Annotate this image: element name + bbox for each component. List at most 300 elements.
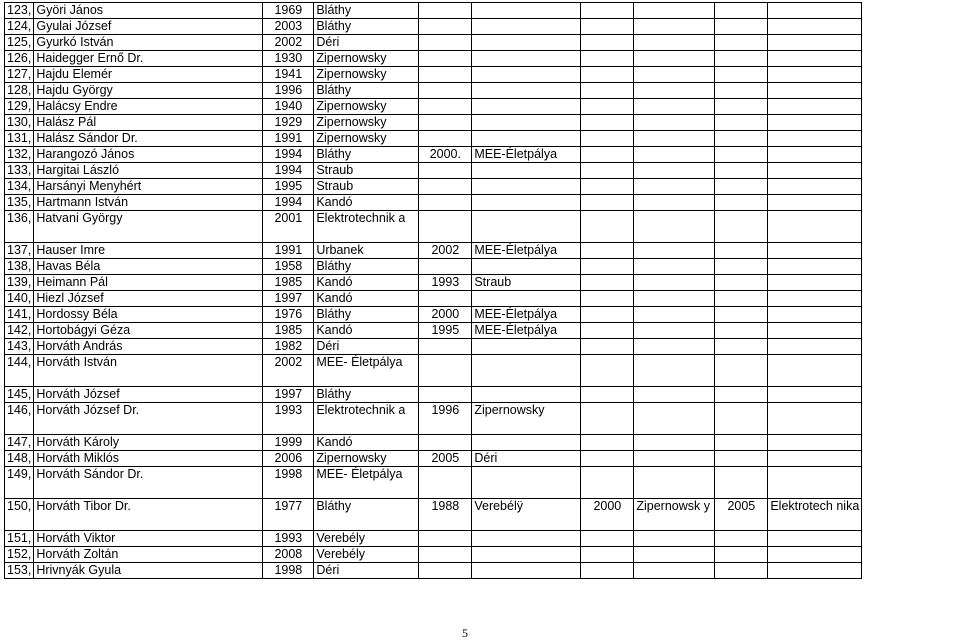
- cell-name: Horváth Zoltán: [34, 547, 263, 563]
- table-row: [5, 131, 862, 147]
- cell-award4: [768, 163, 862, 179]
- table-row: [5, 355, 862, 387]
- table-row: [5, 195, 862, 211]
- cell-award3: [634, 531, 715, 547]
- cell-num: 151,: [5, 531, 34, 547]
- cell-year2: 1988: [419, 499, 472, 531]
- cell-award4: [768, 435, 862, 451]
- cell-year3: [581, 179, 634, 195]
- cell-award4: Elektrotech nika: [768, 499, 862, 531]
- cell-name: Hordossy Béla: [34, 307, 263, 323]
- cell-award3: [634, 131, 715, 147]
- cell-award2: [472, 19, 581, 35]
- cell-year4: [715, 83, 768, 99]
- cell-award3: [634, 323, 715, 339]
- cell-year4: [715, 243, 768, 259]
- cell-year3: [581, 323, 634, 339]
- cell-year: 1985: [263, 275, 314, 291]
- cell-award4: [768, 275, 862, 291]
- cell-year2: [419, 51, 472, 67]
- cell-year: 1969: [263, 3, 314, 19]
- cell-award3: [634, 387, 715, 403]
- cell-year3: [581, 451, 634, 467]
- cell-award4: [768, 355, 862, 387]
- cell-year4: [715, 403, 768, 435]
- cell-year2: [419, 259, 472, 275]
- cell-award2: [472, 211, 581, 243]
- cell-year: 1998: [263, 467, 314, 499]
- table-row: [5, 531, 862, 547]
- cell-num: 130,: [5, 115, 34, 131]
- cell-year2: 2000.: [419, 147, 472, 163]
- cell-year4: [715, 355, 768, 387]
- cell-award: Bláthy: [314, 83, 419, 99]
- cell-award4: [768, 563, 862, 579]
- cell-name: Horváth András: [34, 339, 263, 355]
- cell-year3: [581, 83, 634, 99]
- cell-award4: [768, 323, 862, 339]
- cell-year: 1929: [263, 115, 314, 131]
- cell-award4: [768, 19, 862, 35]
- cell-year3: [581, 403, 634, 435]
- cell-num: 153,: [5, 563, 34, 579]
- cell-award2: [472, 35, 581, 51]
- cell-award: Verebély: [314, 547, 419, 563]
- cell-year: 1997: [263, 387, 314, 403]
- cell-num: 132,: [5, 147, 34, 163]
- cell-year: 1996: [263, 83, 314, 99]
- page-number: 5: [462, 626, 468, 640]
- cell-award4: [768, 291, 862, 307]
- cell-num: 139,: [5, 275, 34, 291]
- cell-year3: [581, 339, 634, 355]
- cell-name: Hatvani György: [34, 211, 263, 243]
- cell-year4: [715, 323, 768, 339]
- cell-year3: 2000: [581, 499, 634, 531]
- cell-year3: [581, 307, 634, 323]
- cell-award: Déri: [314, 35, 419, 51]
- cell-year4: [715, 99, 768, 115]
- cell-award2: [472, 115, 581, 131]
- cell-year: 1993: [263, 531, 314, 547]
- cell-name: Haidegger Ernő Dr.: [34, 51, 263, 67]
- table-row: [5, 83, 862, 99]
- table-row: [5, 243, 862, 259]
- cell-award2: MEE-Életpálya: [472, 307, 581, 323]
- cell-year3: [581, 531, 634, 547]
- table-row: [5, 291, 862, 307]
- cell-award: MEE- Életpálya: [314, 355, 419, 387]
- table-row: [5, 467, 862, 499]
- cell-year3: [581, 3, 634, 19]
- table-row: [5, 3, 862, 19]
- cell-num: 137,: [5, 243, 34, 259]
- cell-award: Zipernowsky: [314, 99, 419, 115]
- cell-award: Bláthy: [314, 3, 419, 19]
- cell-award2: Zipernowsky: [472, 403, 581, 435]
- cell-year2: 1996: [419, 403, 472, 435]
- cell-name: Hargitai László: [34, 163, 263, 179]
- cell-award3: [634, 275, 715, 291]
- cell-num: 133,: [5, 163, 34, 179]
- cell-name: Gyulai József: [34, 19, 263, 35]
- cell-year3: [581, 163, 634, 179]
- cell-year4: [715, 307, 768, 323]
- cell-name: Halász Pál: [34, 115, 263, 131]
- cell-year2: [419, 467, 472, 499]
- table-row: [5, 163, 862, 179]
- cell-award3: [634, 211, 715, 243]
- cell-name: Hortobágyi Géza: [34, 323, 263, 339]
- cell-year2: [419, 115, 472, 131]
- cell-award: Bláthy: [314, 19, 419, 35]
- cell-award2: [472, 339, 581, 355]
- cell-year2: [419, 355, 472, 387]
- cell-year4: [715, 275, 768, 291]
- cell-year2: [419, 3, 472, 19]
- cell-award3: [634, 195, 715, 211]
- cell-award2: [472, 467, 581, 499]
- cell-year4: [715, 387, 768, 403]
- cell-award2: [472, 531, 581, 547]
- cell-award: Kandó: [314, 291, 419, 307]
- cell-award2: [472, 83, 581, 99]
- cell-award4: [768, 51, 862, 67]
- cell-name: Györi János: [34, 3, 263, 19]
- cell-award2: [472, 387, 581, 403]
- cell-year4: [715, 35, 768, 51]
- cell-award3: [634, 147, 715, 163]
- cell-year2: [419, 547, 472, 563]
- cell-num: 131,: [5, 131, 34, 147]
- cell-award: Kandó: [314, 323, 419, 339]
- cell-num: 136,: [5, 211, 34, 243]
- cell-year3: [581, 275, 634, 291]
- cell-year3: [581, 467, 634, 499]
- cell-year3: [581, 435, 634, 451]
- cell-year2: 2005: [419, 451, 472, 467]
- award-table-body: [5, 3, 862, 579]
- cell-num: 149,: [5, 467, 34, 499]
- cell-award3: [634, 451, 715, 467]
- cell-award2: [472, 435, 581, 451]
- cell-award2: Verebélÿ: [472, 499, 581, 531]
- cell-award3: [634, 3, 715, 19]
- cell-award3: [634, 307, 715, 323]
- cell-award4: [768, 547, 862, 563]
- cell-award3: [634, 19, 715, 35]
- cell-award2: [472, 195, 581, 211]
- cell-year4: [715, 67, 768, 83]
- cell-year4: [715, 435, 768, 451]
- cell-award2: [472, 355, 581, 387]
- cell-num: 145,: [5, 387, 34, 403]
- cell-award2: [472, 179, 581, 195]
- cell-year: 2008: [263, 547, 314, 563]
- cell-award3: [634, 115, 715, 131]
- cell-year2: [419, 19, 472, 35]
- cell-year3: [581, 51, 634, 67]
- cell-year: 2002: [263, 355, 314, 387]
- table-row: [5, 387, 862, 403]
- table-row: [5, 115, 862, 131]
- cell-year2: [419, 435, 472, 451]
- cell-year4: [715, 259, 768, 275]
- cell-award4: [768, 387, 862, 403]
- cell-year2: 2002: [419, 243, 472, 259]
- cell-award4: [768, 3, 862, 19]
- cell-year4: 2005: [715, 499, 768, 531]
- cell-year2: [419, 83, 472, 99]
- cell-name: Hartmann István: [34, 195, 263, 211]
- table-row: [5, 259, 862, 275]
- cell-year: 1993: [263, 403, 314, 435]
- cell-year: 1958: [263, 259, 314, 275]
- cell-name: Hrivnyák Gyula: [34, 563, 263, 579]
- cell-year: 2006: [263, 451, 314, 467]
- cell-year: 1997: [263, 291, 314, 307]
- cell-award2: [472, 51, 581, 67]
- cell-year3: [581, 211, 634, 243]
- cell-award3: [634, 259, 715, 275]
- cell-num: 138,: [5, 259, 34, 275]
- cell-year: 1995: [263, 179, 314, 195]
- cell-award2: [472, 163, 581, 179]
- cell-award3: [634, 435, 715, 451]
- cell-year2: 1995: [419, 323, 472, 339]
- cell-year: 1998: [263, 563, 314, 579]
- cell-name: Horváth István: [34, 355, 263, 387]
- cell-num: 127,: [5, 67, 34, 83]
- cell-year3: [581, 19, 634, 35]
- cell-num: 140,: [5, 291, 34, 307]
- cell-year3: [581, 387, 634, 403]
- cell-year4: [715, 51, 768, 67]
- cell-num: 128,: [5, 83, 34, 99]
- cell-year3: [581, 67, 634, 83]
- cell-name: Halácsy Endre: [34, 99, 263, 115]
- cell-name: Hajdu Elemér: [34, 67, 263, 83]
- cell-year3: [581, 115, 634, 131]
- table-row: [5, 99, 862, 115]
- cell-year: 1985: [263, 323, 314, 339]
- table-row: [5, 563, 862, 579]
- cell-year3: [581, 563, 634, 579]
- cell-award2: [472, 131, 581, 147]
- cell-award3: [634, 291, 715, 307]
- cell-year4: [715, 195, 768, 211]
- cell-award4: [768, 179, 862, 195]
- cell-year2: [419, 291, 472, 307]
- cell-num: 129,: [5, 99, 34, 115]
- cell-num: 125,: [5, 35, 34, 51]
- cell-year3: [581, 547, 634, 563]
- cell-year: 1940: [263, 99, 314, 115]
- cell-award: Zipernowsky: [314, 131, 419, 147]
- cell-award: Zipernowsky: [314, 67, 419, 83]
- cell-award4: [768, 131, 862, 147]
- cell-name: Havas Béla: [34, 259, 263, 275]
- cell-year: 1982: [263, 339, 314, 355]
- cell-name: Horváth Károly: [34, 435, 263, 451]
- cell-num: 148,: [5, 451, 34, 467]
- cell-year2: [419, 131, 472, 147]
- cell-name: Horváth Viktor: [34, 531, 263, 547]
- cell-year2: [419, 387, 472, 403]
- cell-year: 1994: [263, 195, 314, 211]
- cell-award2: [472, 291, 581, 307]
- cell-num: 126,: [5, 51, 34, 67]
- cell-award4: [768, 467, 862, 499]
- cell-award4: [768, 35, 862, 51]
- table-row: [5, 275, 862, 291]
- cell-award2: [472, 563, 581, 579]
- table-row: [5, 51, 862, 67]
- cell-award4: [768, 211, 862, 243]
- cell-year: 1941: [263, 67, 314, 83]
- cell-award3: [634, 67, 715, 83]
- cell-year: 1976: [263, 307, 314, 323]
- cell-year: 1994: [263, 147, 314, 163]
- cell-year4: [715, 211, 768, 243]
- table-row: [5, 147, 862, 163]
- cell-year2: [419, 99, 472, 115]
- cell-award: Zipernowsky: [314, 51, 419, 67]
- cell-award4: [768, 259, 862, 275]
- cell-award3: [634, 547, 715, 563]
- cell-year: 2001: [263, 211, 314, 243]
- cell-num: 141,: [5, 307, 34, 323]
- cell-award: Bláthy: [314, 307, 419, 323]
- cell-num: 142,: [5, 323, 34, 339]
- cell-award4: [768, 403, 862, 435]
- cell-year2: [419, 531, 472, 547]
- cell-name: Horváth József Dr.: [34, 403, 263, 435]
- cell-award4: [768, 67, 862, 83]
- cell-award: Bláthy: [314, 147, 419, 163]
- cell-award3: [634, 243, 715, 259]
- cell-year4: [715, 19, 768, 35]
- cell-award3: [634, 51, 715, 67]
- cell-year4: [715, 163, 768, 179]
- cell-award: Elektrotechnik a: [314, 211, 419, 243]
- cell-award3: [634, 467, 715, 499]
- cell-award4: [768, 147, 862, 163]
- cell-award3: [634, 35, 715, 51]
- cell-award: Bláthy: [314, 259, 419, 275]
- cell-year: 2002: [263, 35, 314, 51]
- cell-num: 147,: [5, 435, 34, 451]
- table-row: [5, 179, 862, 195]
- cell-name: Hauser Imre: [34, 243, 263, 259]
- cell-award2: Déri: [472, 451, 581, 467]
- cell-num: 152,: [5, 547, 34, 563]
- cell-award: Verebély: [314, 531, 419, 547]
- cell-num: 146,: [5, 403, 34, 435]
- cell-year: 1991: [263, 243, 314, 259]
- cell-year3: [581, 259, 634, 275]
- cell-award3: Zipernowsk y: [634, 499, 715, 531]
- cell-award: Straub: [314, 163, 419, 179]
- cell-name: Gyurkó István: [34, 35, 263, 51]
- table-row: [5, 547, 862, 563]
- cell-award: MEE- Életpálya: [314, 467, 419, 499]
- cell-year4: [715, 547, 768, 563]
- cell-award4: [768, 115, 862, 131]
- cell-award: Kandó: [314, 275, 419, 291]
- cell-year2: [419, 563, 472, 579]
- cell-award: Déri: [314, 339, 419, 355]
- cell-num: 134,: [5, 179, 34, 195]
- cell-award4: [768, 339, 862, 355]
- cell-year4: [715, 147, 768, 163]
- cell-name: Horváth Miklós: [34, 451, 263, 467]
- table-row: [5, 67, 862, 83]
- table-row: [5, 35, 862, 51]
- cell-year: 1991: [263, 131, 314, 147]
- cell-award4: [768, 243, 862, 259]
- cell-name: Hajdu György: [34, 83, 263, 99]
- cell-name: Hiezl József: [34, 291, 263, 307]
- table-row: [5, 323, 862, 339]
- table-row: [5, 403, 862, 435]
- cell-year: 2003: [263, 19, 314, 35]
- cell-num: 144,: [5, 355, 34, 387]
- cell-award2: [472, 3, 581, 19]
- cell-year: 1999: [263, 435, 314, 451]
- award-table: [4, 2, 862, 579]
- cell-award3: [634, 403, 715, 435]
- cell-award: Déri: [314, 563, 419, 579]
- cell-award3: [634, 355, 715, 387]
- cell-award2: Straub: [472, 275, 581, 291]
- cell-award3: [634, 563, 715, 579]
- cell-num: 143,: [5, 339, 34, 355]
- cell-num: 123,: [5, 3, 34, 19]
- cell-year4: [715, 531, 768, 547]
- cell-num: 150,: [5, 499, 34, 531]
- cell-year3: [581, 195, 634, 211]
- cell-award4: [768, 99, 862, 115]
- cell-award: Elektrotechnik a: [314, 403, 419, 435]
- cell-award2: MEE-Életpálya: [472, 147, 581, 163]
- table-row: [5, 451, 862, 467]
- table-row: [5, 499, 862, 531]
- cell-name: Halász Sándor Dr.: [34, 131, 263, 147]
- cell-num: 135,: [5, 195, 34, 211]
- cell-name: Horváth Tibor Dr.: [34, 499, 263, 531]
- cell-award2: MEE-Életpálya: [472, 323, 581, 339]
- cell-year2: [419, 35, 472, 51]
- cell-year4: [715, 467, 768, 499]
- cell-year4: [715, 563, 768, 579]
- cell-award4: [768, 451, 862, 467]
- table-row: [5, 307, 862, 323]
- cell-award3: [634, 179, 715, 195]
- cell-year3: [581, 99, 634, 115]
- cell-year3: [581, 131, 634, 147]
- cell-award4: [768, 531, 862, 547]
- cell-year4: [715, 179, 768, 195]
- cell-name: Horváth Sándor Dr.: [34, 467, 263, 499]
- table-row: [5, 435, 862, 451]
- cell-year2: [419, 179, 472, 195]
- cell-award4: [768, 83, 862, 99]
- cell-award3: [634, 99, 715, 115]
- cell-year: 1930: [263, 51, 314, 67]
- cell-name: Horváth József: [34, 387, 263, 403]
- cell-year4: [715, 451, 768, 467]
